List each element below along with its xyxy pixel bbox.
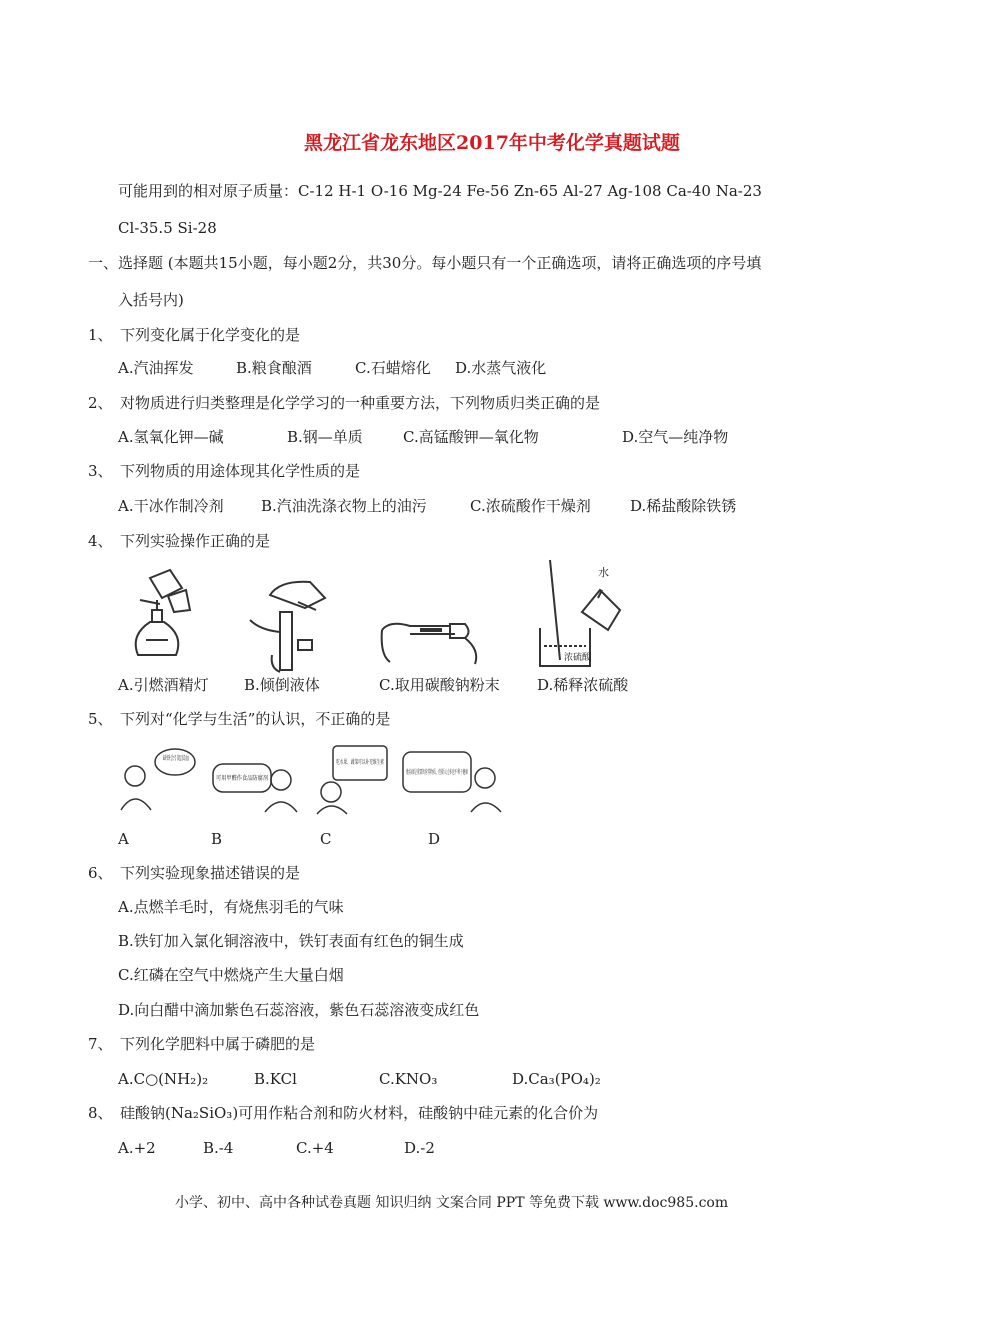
alcohol-lamp-figure <box>136 570 190 655</box>
question-2-number: 2、 <box>88 394 113 412</box>
page-title: 黑龙江省龙东地区2017年中考化学真题试题 <box>304 132 680 154</box>
question-3-stem: 下列物质的用途体现其化学性质的是 <box>120 462 361 480</box>
q4-option-d: D.稀释浓硫酸 <box>537 676 629 694</box>
page-footer: 小学、初中、高中各种试卷真题 知识归纳 文案合同 PPT 等免费下载 www.doc985.com <box>175 1195 729 1211</box>
section-heading: 一、选择题 (本题共15小题，每小题2分，共30分。每小题只有一个正确选项，请将正确选项的序号填 <box>88 254 762 272</box>
question-2-stem: 对物质进行归类整理是化学学习的一种重要方法，下列物质归类正确的是 <box>120 394 601 412</box>
q7-option-c: C.KNO₃ <box>379 1070 438 1088</box>
cartoon-c <box>317 746 415 814</box>
q1-option-a: A.汽油挥发 <box>118 359 194 377</box>
q6-option-b: B.铁钉加入氯化铜溶液中，铁钉表面有红色的铜生成 <box>118 932 464 950</box>
question-1-stem: 下列变化属于化学变化的是 <box>120 326 301 344</box>
q1-option-b: B.粮食酿酒 <box>236 359 312 377</box>
bubble-d-text: 地沟油是重要的营养物质，但摄入过多也不利于健康 <box>406 769 545 776</box>
q4-option-a: A.引燃酒精灯 <box>118 676 209 694</box>
question-7-number: 7、 <box>88 1035 113 1053</box>
q5-cartoon-figures <box>115 742 545 816</box>
q2-option-d: D.空气—纯净物 <box>622 428 729 446</box>
q2-option-c: C.高锰酸钾—氧化物 <box>403 428 539 446</box>
q7-option-b: B.KCl <box>254 1070 297 1088</box>
q8-option-a: A.+2 <box>118 1139 156 1157</box>
q5-option-b: B <box>211 830 223 848</box>
atomic-mass-line-1: 可能用到的相对原子质量：C-12 H-1 O-16 Mg-24 Fe-56 Zn-65 Al-27 Ag-108 Ca-40 Na-23 <box>118 182 762 200</box>
question-3-number: 3、 <box>88 462 113 480</box>
question-1-number: 1、 <box>88 326 113 344</box>
q1-option-c: C.石蜡熔化 <box>355 359 431 377</box>
q1-option-d: D.水蒸气液化 <box>455 359 547 377</box>
question-8-number: 8、 <box>88 1104 113 1122</box>
q6-option-c: C.红磷在空气中燃烧产生大量白烟 <box>118 966 344 984</box>
q5-option-a: A <box>118 830 129 848</box>
q4-option-b: B.倾倒液体 <box>244 676 320 694</box>
q5-option-d: D <box>428 830 441 848</box>
question-4-number: 4、 <box>88 532 113 550</box>
question-5-number: 5、 <box>88 710 113 728</box>
q4-experiment-figures <box>120 560 660 672</box>
cartoon-b <box>213 764 297 812</box>
q6-option-d: D.向白醋中滴加紫色石蕊溶液，紫色石蕊溶液变成红色 <box>118 1001 480 1019</box>
cartoon-d <box>403 752 545 812</box>
q5-option-c: C <box>320 830 332 848</box>
question-6-stem: 下列实验现象描述错误的是 <box>120 864 301 882</box>
concentrated-acid-label: 浓硫酸 <box>564 653 592 663</box>
section-heading-cont: 入括号内) <box>118 291 184 309</box>
powder-tube-figure <box>382 624 477 664</box>
bubble-c-text: 吃水果、蔬菜可以补充维生素 <box>336 759 415 766</box>
bubble-b-text: 可用甲醛作食品防腐剂 <box>216 775 277 782</box>
atomic-mass-line-2: Cl-35.5 Si-28 <box>118 219 217 237</box>
q8-option-d: D.-2 <box>404 1139 435 1157</box>
question-8-stem: 硅酸钠(Na₂SiO₃)可用作粘合剂和防火材料，硅酸钠中硅元素的化合价为 <box>120 1104 599 1122</box>
pouring-liquid-figure <box>250 582 325 672</box>
question-7-stem: 下列化学肥料中属于磷肥的是 <box>120 1035 316 1053</box>
question-6-number: 6、 <box>88 864 113 882</box>
q4-option-c: C.取用碳酸钠粉末 <box>379 676 500 694</box>
q3-option-d: D.稀盐酸除铁锈 <box>630 497 737 515</box>
question-4-stem: 下列实验操作正确的是 <box>120 532 271 550</box>
q2-option-b: B.钢—单质 <box>287 428 363 446</box>
q7-option-a: A.C○(NH₂)₂ <box>118 1070 209 1088</box>
water-label: 水 <box>598 566 609 579</box>
q8-option-c: C.+4 <box>296 1139 334 1157</box>
q3-option-c: C.浓硫酸作干燥剂 <box>470 497 591 515</box>
bubble-a-text: 缺铁会引起贫血 <box>163 755 206 762</box>
q3-option-b: B.汽油洗涤衣物上的油污 <box>261 497 427 515</box>
q8-option-b: B.-4 <box>203 1139 234 1157</box>
q6-option-a: A.点燃羊毛时，有烧焦羽毛的气味 <box>118 898 344 916</box>
q3-option-a: A.干冰作制冷剂 <box>118 497 224 515</box>
q2-option-a: A.氢氧化钾—碱 <box>118 428 224 446</box>
q7-option-d: D.Ca₃(PO₄)₂ <box>512 1070 601 1088</box>
question-5-stem: 下列对“化学与生活”的认识，不正确的是 <box>120 710 391 728</box>
